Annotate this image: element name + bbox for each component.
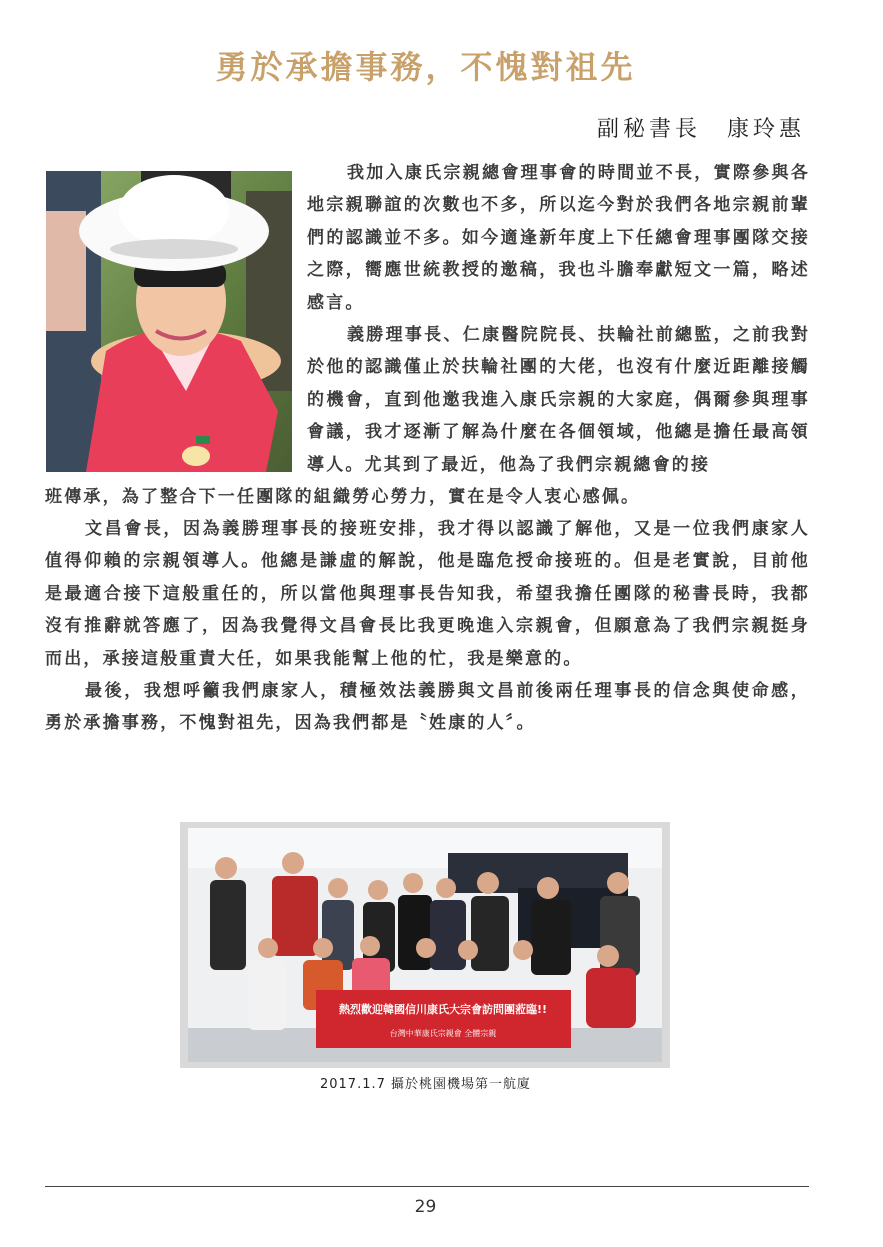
banner-main-text: 熱烈歡迎韓國信川康氏大宗會訪問團蒞臨!! xyxy=(338,1003,548,1016)
page-number: 29 xyxy=(414,1197,437,1217)
group-photo xyxy=(188,828,662,1062)
paragraph-1: 我加入康氏宗親總會理事會的時間並不長，實際參與各地宗親聯誼的次數也不多，所以迄今對於我們各地宗親前輩們的認識並不多。如今適逢新年度上下任總會理事團隊交接之際，嚮應世統教授的邀稿，我也斗膽奉獻短文一篇，略述感言。 xyxy=(307,163,810,313)
paragraph-2-bottom: 班傳承，為了整合下一任團隊的組織勞心勞力，實在是令人衷心感佩。 xyxy=(45,487,641,507)
paragraph-2-top: 義勝理事長、仁康醫院院長、扶輪社前總監，之前我對於他的認識僅止於扶輪社團的大佬，也沒有什麼近距離接觸的機會，直到他邀我進入康氏宗親的大家庭，偶爾參與理事會議，我才逐漸了解為什麼在各個領域，他總是擔任最高領導人。尤其到了最近，他為了我們宗親總會的接 xyxy=(307,325,810,475)
footer-divider xyxy=(45,1186,809,1187)
paragraph-4: 最後，我想呼籲我們康家人，積極效法義勝與文昌前後兩任理事長的信念與使命感，勇於承擔事務，不愧對祖先，因為我們都是〝姓康的人〞。 xyxy=(45,681,810,734)
paragraph-3: 文昌會長，因為義勝理事長的接班安排，我才得以認識了解他，又是一位我們康家人值得仰賴的宗親領導人。他總是謙虛的解說，他是臨危授命接班的。但是老實說，目前他是最適合接下這般重任的，所以當他與理事長告知我，希望我擔任團隊的秘書長時，我都沒有推辭就答應了，因為我覺得文昌會長比我更晚進入宗親會，但願意為了我們宗親挺身而出，承接這般重責大任，如果我能幫上他的忙，我是樂意的。 xyxy=(45,519,810,669)
group-photo-frame xyxy=(180,822,670,1068)
author-byline: 副秘書長 康玲惠 xyxy=(596,117,805,142)
photo-caption: 2017.1.7 攝於桃園機場第一航廈 xyxy=(319,1077,532,1092)
portrait-photo xyxy=(46,171,292,472)
banner-sub-text: 台灣中華康氏宗親會 全體宗親 xyxy=(389,1029,497,1038)
article-title: 勇於承擔事務，不愧對祖先 xyxy=(215,48,636,86)
